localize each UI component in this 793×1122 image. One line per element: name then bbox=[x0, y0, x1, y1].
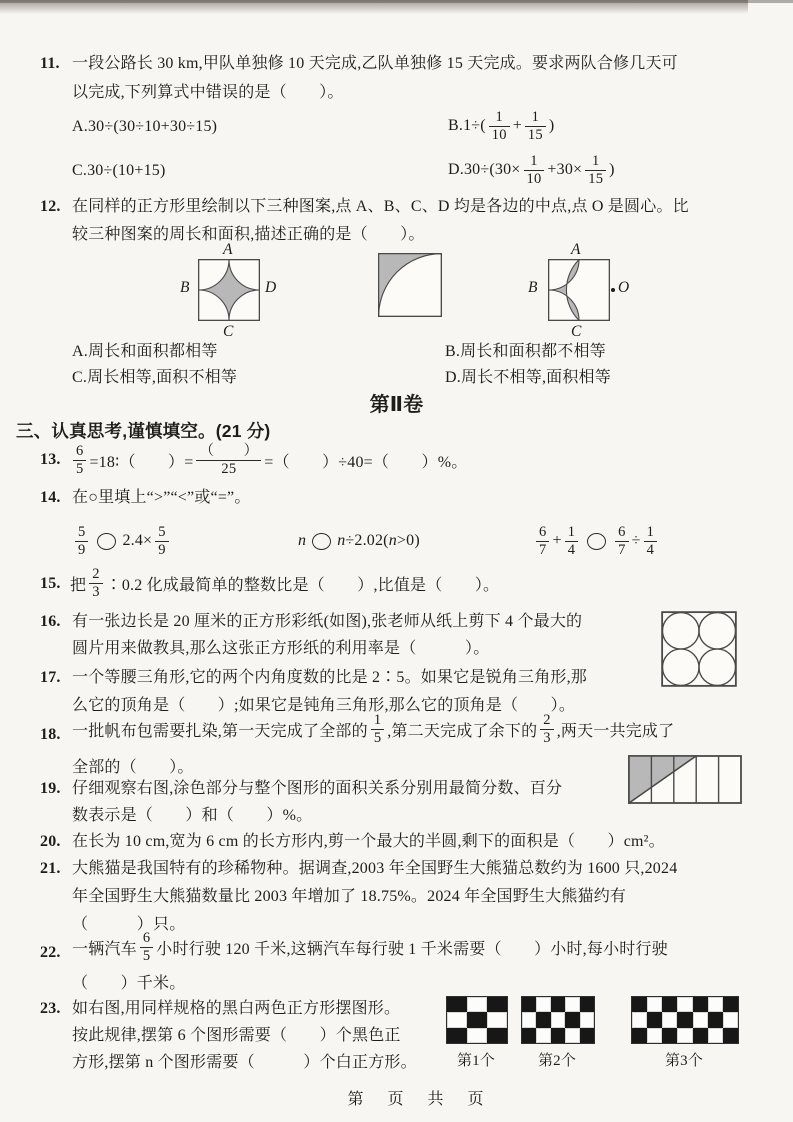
four-circles-square-figure bbox=[661, 611, 737, 687]
option-d bbox=[448, 148, 615, 192]
option-d: D.周长不相等,面积相等 bbox=[445, 369, 611, 386]
expression-text: + bbox=[552, 532, 562, 549]
question-text-line: （ ）只。 bbox=[72, 916, 186, 933]
denominator: 4 bbox=[646, 541, 655, 558]
black-square-cell bbox=[565, 1012, 579, 1027]
numerator: （ ） bbox=[196, 443, 261, 460]
denominator: 3 bbox=[92, 583, 100, 600]
white-square-cell bbox=[677, 997, 692, 1012]
black-square-cell bbox=[580, 997, 594, 1012]
question-number: 16. bbox=[40, 613, 61, 630]
question-text-line: 么它的顶角是（ ）;如果它是钝角三角形,那么它的顶角是（ ）。 bbox=[72, 697, 576, 714]
denominator: 25 bbox=[221, 460, 237, 477]
white-square-cell bbox=[487, 1012, 507, 1027]
point-label-a: A bbox=[223, 241, 233, 258]
black-square-cell bbox=[467, 1012, 487, 1027]
numerator: 1 bbox=[644, 524, 657, 541]
point-label-a: A bbox=[571, 241, 581, 258]
question-number: 12. bbox=[40, 198, 61, 215]
fraction bbox=[489, 109, 510, 142]
white-square-cell bbox=[708, 997, 723, 1012]
question-number: 13. bbox=[40, 451, 61, 468]
numerator: 5 bbox=[75, 524, 88, 541]
point-label-b: B bbox=[180, 279, 190, 296]
black-square-cell bbox=[632, 1028, 647, 1043]
black-square-cell bbox=[647, 1012, 662, 1027]
fraction bbox=[585, 153, 606, 186]
question-text-line: 大熊猫是我国特有的珍稀物种。据调查,2003 年全国野生大熊猫总数约为 1600 只,2024 bbox=[72, 860, 678, 877]
question-text-line: 全部的（ ）。 bbox=[72, 759, 194, 776]
denominator: 10 bbox=[526, 170, 542, 187]
fraction bbox=[644, 524, 657, 557]
square-star-figure bbox=[160, 242, 290, 342]
option-text: + bbox=[512, 117, 522, 134]
black-square-cell bbox=[522, 1028, 536, 1043]
compare-expression-1 bbox=[72, 520, 172, 562]
white-square-cell bbox=[693, 1012, 708, 1027]
option-text: B.1÷( bbox=[448, 117, 486, 134]
fraction bbox=[525, 109, 546, 142]
denominator: 15 bbox=[588, 170, 604, 187]
numerator: 1 bbox=[489, 109, 510, 126]
black-square-cell bbox=[693, 1028, 708, 1043]
point-label-b: B bbox=[528, 279, 538, 296]
denominator: 4 bbox=[567, 541, 576, 558]
fraction bbox=[140, 930, 153, 963]
point-label-c: C bbox=[223, 323, 234, 340]
fraction bbox=[73, 443, 86, 476]
checkerboard-label-3: 第3个 bbox=[664, 1053, 704, 1069]
compare-blank-circle bbox=[312, 533, 331, 550]
white-square-cell bbox=[467, 997, 487, 1012]
crescent-figure bbox=[508, 242, 638, 342]
equation-row bbox=[70, 438, 467, 482]
white-square-cell bbox=[536, 997, 550, 1012]
checkerboard-label-2: 第2个 bbox=[537, 1053, 577, 1069]
option-b bbox=[448, 104, 554, 148]
question-number: 22. bbox=[40, 944, 61, 961]
fraction-blank bbox=[196, 443, 261, 476]
expression-text: ÷2.02( bbox=[345, 532, 389, 549]
numerator: 1 bbox=[585, 153, 606, 170]
equation-text: =（ ）÷40=（ ）%。 bbox=[264, 453, 468, 471]
part2-title: 第Ⅱ卷 bbox=[369, 394, 424, 416]
numerator: 6 bbox=[536, 524, 549, 541]
fraction bbox=[536, 524, 549, 557]
variable-n: n bbox=[337, 532, 346, 549]
star-square-svg bbox=[198, 259, 260, 321]
equation-text: =18∶（ ）= bbox=[89, 453, 194, 471]
black-square-cell bbox=[487, 997, 507, 1012]
question-number: 23. bbox=[40, 1000, 61, 1017]
question-text-line: 圆片用来做教具,那么这张正方形纸的利用率是（ ）。 bbox=[72, 640, 490, 657]
quarter-circle-figure bbox=[355, 242, 465, 342]
denominator: 7 bbox=[618, 541, 626, 558]
point-label-o: O bbox=[618, 279, 630, 296]
black-square-cell bbox=[487, 1028, 507, 1043]
white-square-cell bbox=[580, 1012, 594, 1027]
checkerboard-figure-1 bbox=[446, 996, 508, 1044]
numerator: 2 bbox=[540, 712, 553, 729]
scan-shadow-artifact bbox=[0, 0, 748, 14]
shaded-strips-rectangle-figure bbox=[628, 755, 742, 804]
question-text: 把 bbox=[70, 576, 87, 594]
white-square-cell bbox=[677, 1028, 692, 1043]
crescent-square-svg bbox=[548, 259, 610, 321]
black-square-cell bbox=[662, 997, 677, 1012]
option-c: C.周长相等,面积不相等 bbox=[72, 369, 238, 386]
compare-expression-2 bbox=[298, 520, 420, 562]
question-text-line: 数表示是（ ）和（ ）%。 bbox=[72, 807, 313, 824]
question-text-line: 仔细观察右图,涂色部分与整个图形的面积关系分别用最简分数、百分 bbox=[72, 780, 563, 797]
question-number: 20. bbox=[40, 833, 61, 850]
numerator: 6 bbox=[615, 524, 628, 541]
question-text-line: 在同样的正方形里绘制以下三种图案,点 A、B、C、D 均是各边的中点,点 O 是圆心。比 bbox=[72, 198, 689, 215]
option-text: ) bbox=[548, 117, 555, 134]
expression-text: 2.4× bbox=[122, 532, 153, 549]
section3-heading: 三、认真思考,谨慎填空。(21 分) bbox=[16, 421, 271, 441]
black-square-cell bbox=[522, 997, 536, 1012]
option-c: C.30÷(10+15) bbox=[72, 162, 166, 179]
numerator: 5 bbox=[155, 524, 168, 541]
white-square-cell bbox=[467, 1028, 487, 1043]
fraction bbox=[565, 524, 578, 557]
center-dot bbox=[611, 288, 615, 292]
question-text: ∶0.2 化成最简单的整数比是（ ）,比值是（ ）。 bbox=[105, 576, 500, 594]
question-text: ,第二天完成了余下的 bbox=[387, 722, 538, 740]
question-number: 21. bbox=[40, 860, 61, 877]
white-square-cell bbox=[708, 1028, 723, 1043]
white-square-cell bbox=[647, 1028, 662, 1043]
white-square-cell bbox=[723, 1012, 738, 1027]
numerator: 1 bbox=[371, 712, 384, 729]
denominator: 10 bbox=[491, 126, 507, 143]
question-text-line: （ ）千米。 bbox=[72, 975, 186, 992]
question-text-row bbox=[72, 709, 674, 749]
black-square-cell bbox=[723, 997, 738, 1012]
white-square-cell bbox=[551, 1012, 565, 1027]
black-square-cell bbox=[551, 997, 565, 1012]
white-square-cell bbox=[536, 1028, 550, 1043]
numerator: 1 bbox=[565, 524, 578, 541]
fraction bbox=[75, 524, 88, 557]
quarter-circle-svg bbox=[378, 253, 442, 317]
denominator: 5 bbox=[142, 947, 151, 964]
option-b: B.周长和面积都不相等 bbox=[445, 343, 606, 360]
white-square-cell bbox=[632, 1012, 647, 1027]
denominator: 9 bbox=[158, 541, 166, 558]
compare-expression-3 bbox=[533, 520, 660, 562]
checkerboard-figure-2 bbox=[521, 996, 595, 1044]
white-square-cell bbox=[662, 1012, 677, 1027]
question-number: 17. bbox=[40, 669, 61, 686]
question-text-row bbox=[72, 927, 668, 967]
expression-text: >0) bbox=[396, 532, 420, 549]
fraction bbox=[615, 524, 628, 557]
black-square-cell bbox=[536, 1012, 550, 1027]
fraction bbox=[155, 524, 168, 557]
white-square-cell bbox=[447, 1012, 467, 1027]
black-square-cell bbox=[447, 1028, 467, 1043]
question-text-line: 一个等腰三角形,它的两个内角度数的比是 2∶5。如果它是锐角三角形,那 bbox=[72, 669, 588, 686]
question-number: 19. bbox=[40, 780, 61, 797]
point-label-d: D bbox=[265, 279, 277, 296]
compare-blank-circle bbox=[97, 533, 116, 550]
question-text: 一辆汽车 bbox=[72, 940, 137, 958]
black-square-cell bbox=[723, 1028, 738, 1043]
numerator: 6 bbox=[73, 443, 86, 460]
question-text-line: 有一张边长是 20 厘米的正方形彩纸(如图),张老师从纸上剪下 4 个最大的 bbox=[72, 613, 583, 630]
question-text-line: 在○里填上“>”“<”或“=”。 bbox=[72, 489, 251, 506]
variable-n: n bbox=[388, 532, 397, 549]
question-text-line: 年全国野生大熊猫数量比 2003 年增加了 18.75%。2024 年全国野生大熊猫约有 bbox=[72, 888, 627, 905]
question-number: 11. bbox=[40, 55, 60, 72]
black-square-cell bbox=[632, 997, 647, 1012]
numerator: 6 bbox=[140, 930, 153, 947]
option-text: D.30÷(30× bbox=[448, 161, 521, 178]
point-label-c: C bbox=[571, 323, 582, 340]
question-text-line: 如右图,用同样规格的黑白两色正方形摆图形。 bbox=[72, 1000, 401, 1017]
checkerboard-label-1: 第1个 bbox=[456, 1053, 496, 1069]
black-square-cell bbox=[580, 1028, 594, 1043]
denominator: 5 bbox=[76, 460, 84, 477]
black-square-cell bbox=[677, 1012, 692, 1027]
black-square-cell bbox=[662, 1028, 677, 1043]
question-text-line: 按此规律,摆第 6 个图形需要（ ）个黑色正 bbox=[72, 1027, 401, 1044]
black-square-cell bbox=[708, 1012, 723, 1027]
fraction bbox=[371, 712, 384, 745]
fraction bbox=[89, 566, 102, 599]
question-text: 一批帆布包需要扎染,第一天完成了全部的 bbox=[72, 722, 368, 740]
denominator: 7 bbox=[539, 541, 547, 558]
checkerboard-figure-3 bbox=[631, 996, 739, 1044]
option-text: +30× bbox=[547, 161, 583, 178]
denominator: 3 bbox=[543, 729, 551, 746]
white-square-cell bbox=[565, 997, 579, 1012]
option-a: A.周长和面积都相等 bbox=[72, 343, 218, 360]
black-square-cell bbox=[447, 997, 467, 1012]
black-square-cell bbox=[693, 997, 708, 1012]
question-text-line: 在长为 10 cm,宽为 6 cm 的长方形内,剪一个最大的半圆,剩下的面积是（ ）cm²。 bbox=[72, 833, 665, 850]
denominator: 9 bbox=[78, 541, 86, 558]
question-text-line: 方形,摆第 n 个图形需要（ ）个白正方形。 bbox=[72, 1054, 417, 1071]
question-number: 15. bbox=[40, 575, 61, 592]
question-text: 小时行驶 120 千米,这辆汽车每行驶 1 千米需要（ ）小时,每小时行驶 bbox=[156, 940, 668, 958]
variable-n: n bbox=[298, 532, 307, 549]
fraction bbox=[524, 153, 545, 186]
question-number: 18. bbox=[40, 726, 61, 743]
numerator: 1 bbox=[525, 109, 546, 126]
option-a: A.30÷(30÷10+30÷15) bbox=[72, 118, 218, 135]
question-text-line: 以完成,下列算式中错误的是（ ）。 bbox=[72, 84, 344, 101]
question-text-line: 较三种图案的周长和面积,描述正确的是（ ）。 bbox=[72, 226, 425, 243]
expression-text: ÷ bbox=[631, 532, 641, 549]
numerator: 1 bbox=[524, 153, 545, 170]
numerator: 2 bbox=[89, 566, 102, 583]
question-text-line: 一段公路长 30 km,甲队单独修 10 天完成,乙队单独修 15 天完成。要求两队合修几天可 bbox=[72, 55, 678, 72]
white-square-cell bbox=[647, 997, 662, 1012]
black-square-cell bbox=[551, 1028, 565, 1043]
question-number: 14. bbox=[40, 489, 61, 506]
question-text: ,两天一共完成了 bbox=[556, 722, 675, 740]
white-square-cell bbox=[522, 1012, 536, 1027]
denominator: 15 bbox=[527, 126, 543, 143]
fraction bbox=[540, 712, 553, 745]
option-text: ) bbox=[609, 161, 615, 178]
denominator: 5 bbox=[373, 729, 382, 746]
equation-row bbox=[70, 562, 499, 604]
compare-blank-circle bbox=[587, 533, 606, 550]
white-square-cell bbox=[565, 1028, 579, 1043]
page-footer: 第 页 共 页 bbox=[347, 1091, 488, 1108]
